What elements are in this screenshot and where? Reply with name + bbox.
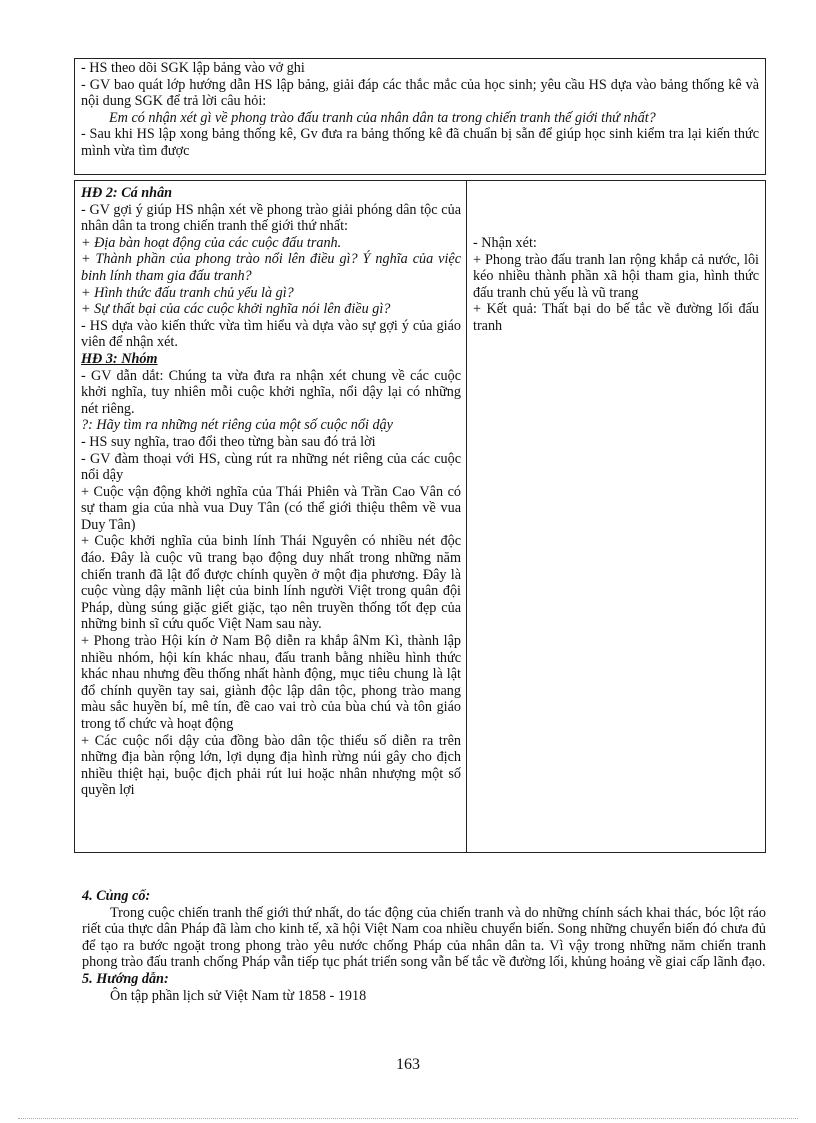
teacher-student-activities-column xyxy=(81,185,461,799)
top-line-3: - Sau khi HS lập xong bảng thống kê, Gv đưa ra bảng thống kê đã chuẩn bị sẵn để giúp học sinh kiểm tra lại kiến thức mình vừa tìm được xyxy=(81,126,759,159)
activity-table xyxy=(74,180,766,853)
consolidate-text: Trong cuộc chiến tranh thế giới thứ nhất, do tác động của chiến tranh và do những chính sách khai thác, bóc lột ráo riết của thực dân Pháp đã làm cho kinh tế, xã hội Việt Nam coa nhiều chuyển biến. Song những chuyển biến đó chưa đủ để tạo ra bước ngoặt trong phong trào yêu nước chống Pháp của nhân dân ta. Vì vậy trong những năm chiến tranh phong trào đấu tranh chống Pháp vẫn tiếp tục phát triển song vẫn bế tắc về đường lối, khủng hoảng về giai cấp lãnh đạo. xyxy=(82,904,766,971)
hd3-point-thai-phien: + Cuộc vận động khởi nghĩa của Thái Phiên và Trần Cao Vân có sự tham gia của nhà vua Duy Tân (có thể giới thiệu thêm về vua Duy Tân) xyxy=(81,483,461,533)
remark-label: - Nhận xét: xyxy=(473,235,537,251)
top-notes-box xyxy=(74,58,766,175)
hd3-intro: - GV dẫn dắt: Chúng ta vừa đưa ra nhận xét chung về các cuộc khởi nghĩa, tuy nhiên mỗi cuộc khởi nghĩa, nổi dậy lại có những nét riêng. xyxy=(81,367,461,417)
hd3-dialogue: - GV đàm thoại với HS, cùng rút ra những nét riêng của các cuộc nổi dậy xyxy=(81,450,461,484)
hd2-question-1: + Địa bàn hoạt động của các cuộc đấu tranh. xyxy=(81,234,342,251)
hd3-point-thai-nguyen: + Cuộc khởi nghĩa của binh lính Thái Nguyên có nhiều nét độc đáo. Đây là cuộc vũ trang bạo động duy nhất trong những năm chiến tranh đã lật đổ được chính quyền ở một địa phương. Đây là cuộc vùng dậy mãnh liệt của binh lính người Việt trong quân đội Pháp, dùng súng giặc giết giặc, tạo nên truyền thống tốt đẹp của những binh sĩ cứu quốc Việt Nam sau này. xyxy=(81,533,461,633)
knowledge-column xyxy=(473,235,759,335)
hd3-student-task: - HS suy nghĩa, trao đổi theo từng bàn sau đó trả lời xyxy=(81,433,376,450)
hd2-question-3: + Hình thức đấu tranh chủ yếu là gì? xyxy=(81,284,294,301)
consolidate-heading: 4. Củng cố: xyxy=(82,888,151,904)
top-line-2: - GV bao quát lớp hướng dẫn HS lập bảng, giải đáp các thắc mắc của học sinh; yêu cầu HS dựa vào bảng thống kê và nội dung SGK để trả lời câu hỏi: xyxy=(81,76,759,110)
hd3-question: ?: Hãy tìm ra những nét riêng của một số cuộc nổi dậy xyxy=(81,417,393,434)
hd3-title: HĐ 3: Nhóm xyxy=(81,350,158,367)
hd2-question-4: + Sự thất bại của các cuộc khởi nghĩa nói lên điều gì? xyxy=(81,301,391,318)
hd3-point-hoi-kin: + Phong trào Hội kín ở Nam Bộ diễn ra khắp âNm Kì, thành lập nhiều nhóm, hội kín khác nhau, đấu tranh bằng nhiều hình thức khác nhau nhưng đều thống nhất hành động, mục tiêu chung là lật đổ chính quyền tay sai, giành độc lập dân tộc, phong trào mang màu sắc huyền bí, mê tín, đề cao vai trò của bùa chú và tôn giáo trong tổ chức và hoạt động xyxy=(81,633,461,732)
hd2-question-2: + Thành phần của phong trào nổi lên điều gì? Ý nghĩa của việc binh lính tham gia đấu tranh? xyxy=(81,251,461,284)
hd2-title: HĐ 2: Cá nhân xyxy=(81,185,173,201)
guide-heading: 5. Hướng dẫn: xyxy=(82,970,169,987)
remark-point-1: + Phong trào đấu tranh lan rộng khắp cả nước, lôi kéo nhiều thành phần xã hội tham gia, hình thức đấu tranh chủ yếu là vũ trang xyxy=(473,251,759,301)
top-line-1: - HS theo dõi SGK lập bảng vào vở ghi xyxy=(81,60,305,76)
page-number: 163 xyxy=(396,1056,420,1073)
column-divider xyxy=(466,181,467,852)
remark-point-2: + Kết quả: Thất bại do bế tắc về đường lối đấu tranh xyxy=(473,301,759,334)
hd3-point-ethnic-minorities: + Các cuộc nổi dậy của đồng bào dân tộc thiểu số diễn ra trên những địa bàn rộng lớn, lợi dụng địa hình rừng núi gây cho địch nhiều thiệt hại, buộc địch phải rút lui hoặc nhân nhượng một số quyền lợi xyxy=(81,732,461,799)
hd2-student-task: - HS dựa vào kiến thức vừa tìm hiểu và dựa vào sự gợi ý của giáo viên để nhận xét. xyxy=(81,317,461,351)
closing-sections xyxy=(82,888,766,1004)
page-bottom-border xyxy=(18,1118,798,1119)
hd2-intro: - GV gợi ý giúp HS nhận xét về phong trào giải phóng dân tộc của nhân dân ta trong chiến tranh thế giới thứ nhất: xyxy=(81,201,461,235)
guide-text: Ôn tập phần lịch sử Việt Nam từ 1858 - 1918 xyxy=(110,987,367,1004)
top-question: Em có nhận xét gì về phong trào đấu tranh của nhân dân ta trong chiến tranh thế giới thứ nhất? xyxy=(109,109,656,126)
